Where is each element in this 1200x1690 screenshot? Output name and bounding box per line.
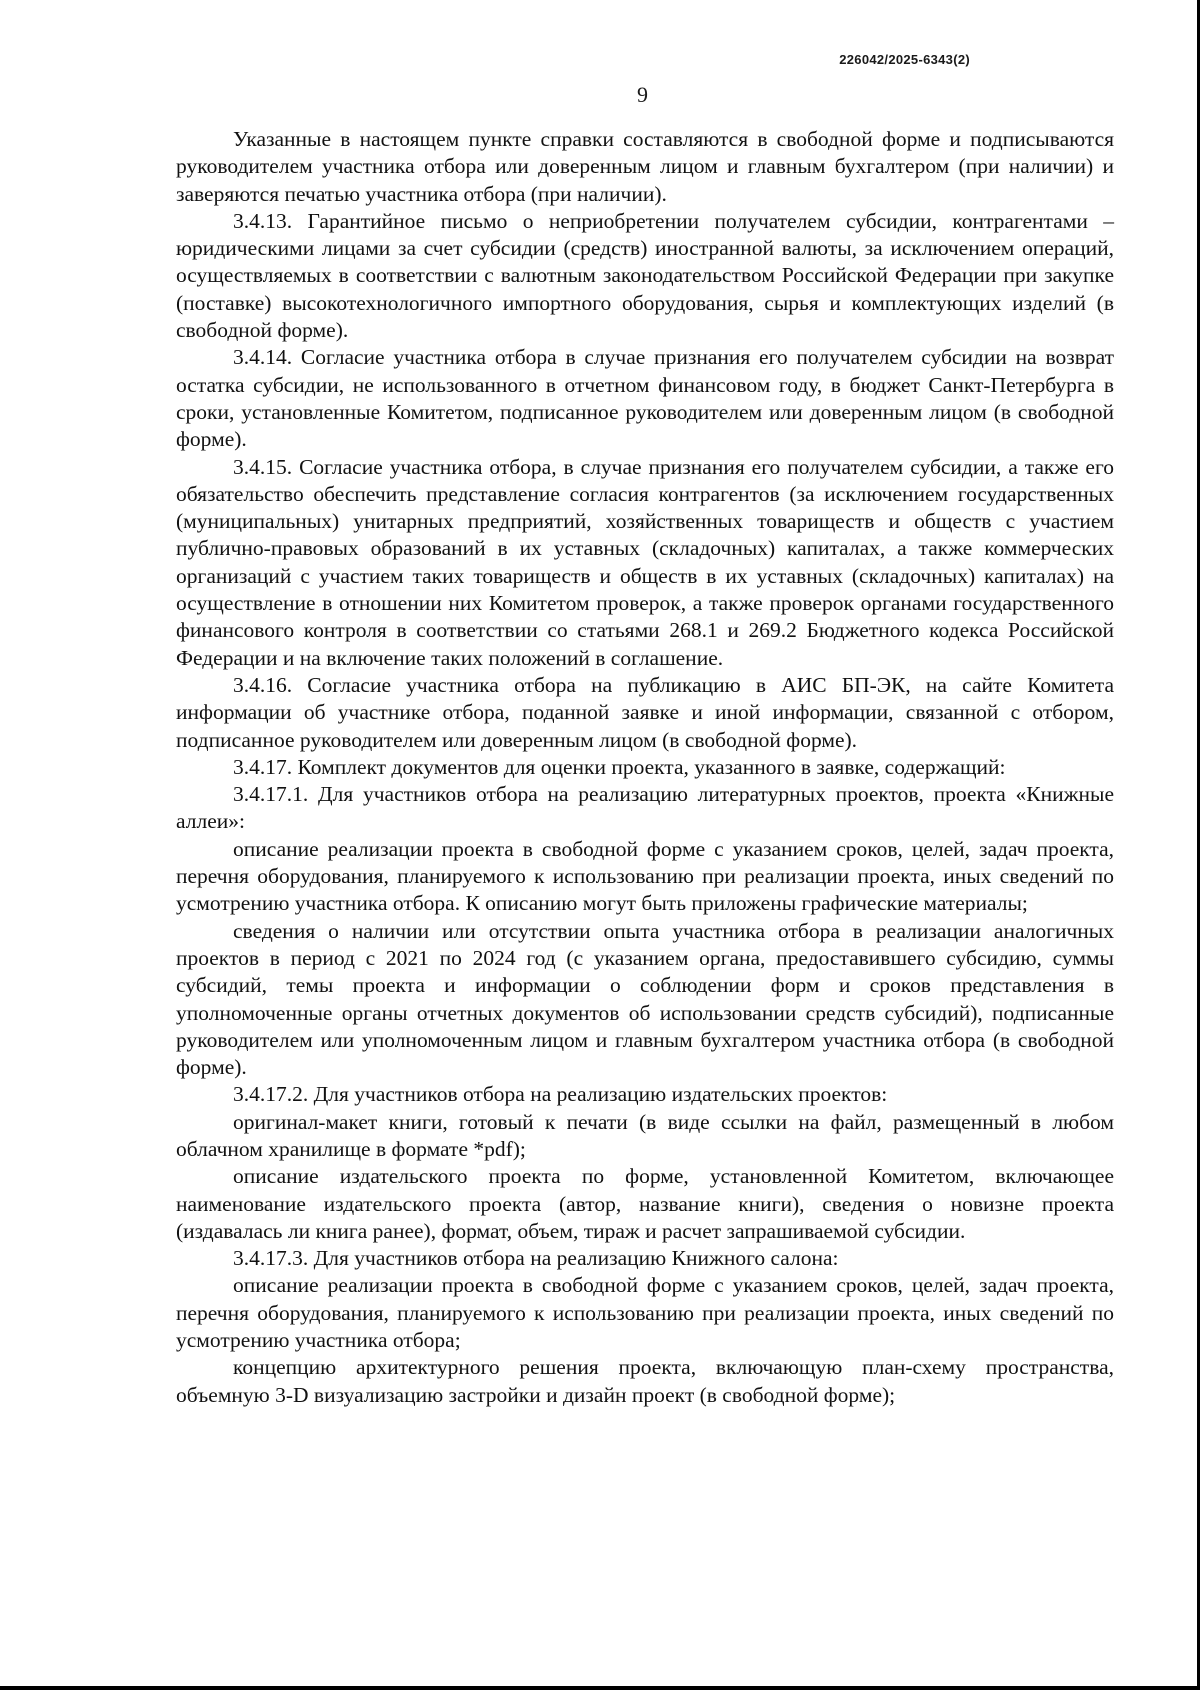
page-number: 9 — [637, 82, 648, 107]
document-registration-number: 226042/2025-6343(2) — [839, 52, 970, 67]
paragraph-3-4-17-2: 3.4.17.2. Для участников отбора на реализацию издательских проектов: — [233, 1082, 888, 1107]
paragraph-3-4-14: 3.4.14. Согласие участника отбора в случае признания его получателем субсидии на возврат остатка субсидии, не использованного в отчетном финансовом году, в бюджет Санкт-Петербурга в сроки, установленные Комитетом, подписанное руководителем или доверенным лицом (в свободной форме). — [176, 345, 1114, 452]
paragraph: концепцию архитектурного решения проекта, включающую план-схему пространства, объемную 3-D визуализацию застройки и дизайн проект (в свободной форме); — [176, 1355, 1114, 1407]
paragraph-3-4-17: 3.4.17. Комплект документов для оценки проекта, указанного в заявке, содержащий: — [233, 754, 1006, 779]
paragraph-3-4-17-3: 3.4.17.3. Для участников отбора на реализацию Книжного салона: — [233, 1246, 839, 1271]
paragraph: описание реализации проекта в свободной форме с указанием сроков, целей, задач проекта, перечня оборудования, планируемого к использованию при реализации проекта, иных сведений по усмотрению участника отбора. К описанию могут быть приложены графические материалы; — [176, 836, 1114, 916]
paragraph-3-4-13: 3.4.13. Гарантийное письмо о неприобретении получателем субсидии, контрагентами – юридическими лицами за счет субсидии (средств) иностранной валюты, за исключением операций, осуществляемых в соответствии с валютным законодательством Российской Федерации при закупке (поставке) высокотехнологичного импортного оборудования, сырья и комплектующих изделий (в свободной форме). — [176, 208, 1114, 343]
paragraph-3-4-15: 3.4.15. Согласие участника отбора, в случае признания его получателем субсидии, а также его обязательство обеспечить представление согласия контрагентов (за исключением государственных (муниципальных) унитарных предприятий, хозяйственных товариществ и обществ с участием публично-правовых образований в их уставных (складочных) капиталах, а также коммерческих организаций с участием таких товариществ и обществ в их уставных (складочных) капиталах) на осуществление в отношении них Комитетом проверок, а также проверок органами государственного финансового контроля в соответствии со статьями 268.1 и 269.2 Бюджетного кодекса Российской Федерации и на включение таких положений в соглашение. — [176, 454, 1114, 670]
scan-edge-bottom — [0, 1686, 1200, 1690]
paragraph: описание издательского проекта по форме, установленной Комитетом, включающее наименование издательского проекта (автор, название книги), сведения о новизне проекта (издавалась ли книга ранее), формат, объем, тираж и расчет запрашиваемой субсидии. — [176, 1164, 1114, 1243]
paragraph-3-4-17-1: 3.4.17.1. Для участников отбора на реализацию литературных проектов, проекта «Книжные аллеи»: — [176, 782, 1114, 834]
paragraph: Указанные в настоящем пункте справки составляются в свободной форме и подписываются руководителем участника отбора или доверенным лицом и главным бухгалтером (при наличии) и заверяются печатью участника отбора (при наличии). — [176, 127, 1114, 206]
paragraph: оригинал-макет книги, готовый к печати (в виде ссылки на файл, размещенный в любом облачном хранилище в формате *pdf); — [176, 1109, 1114, 1161]
document-body — [176, 126, 1114, 1409]
paragraph-3-4-16: 3.4.16. Согласие участника отбора на публикацию в АИС БП-ЭК, на сайте Комитета информации об участнике отбора, поданной заявке и иной информации, связанной с отбором, подписанное руководителем или доверенным лицом (в свободной форме). — [176, 672, 1114, 752]
paragraph: описание реализации проекта в свободной форме с указанием сроков, целей, задач проекта, перечня оборудования, планируемого к использованию при реализации проекта, иных сведений по усмотрению участника отбора; — [176, 1273, 1114, 1353]
paragraph: сведения о наличии или отсутствии опыта участника отбора в реализации аналогичных проектов в период с 2021 по 2024 год (с указанием органа, предоставившего субсидию, суммы субсидий, темы проекта и информации о соблюдении форм и сроков представления в уполномоченные органы отчетных документов об использовании средств субсидий), подписанные руководителем или уполномоченным лицом и главным бухгалтером участника отбора (в свободной форме). — [176, 918, 1114, 1080]
